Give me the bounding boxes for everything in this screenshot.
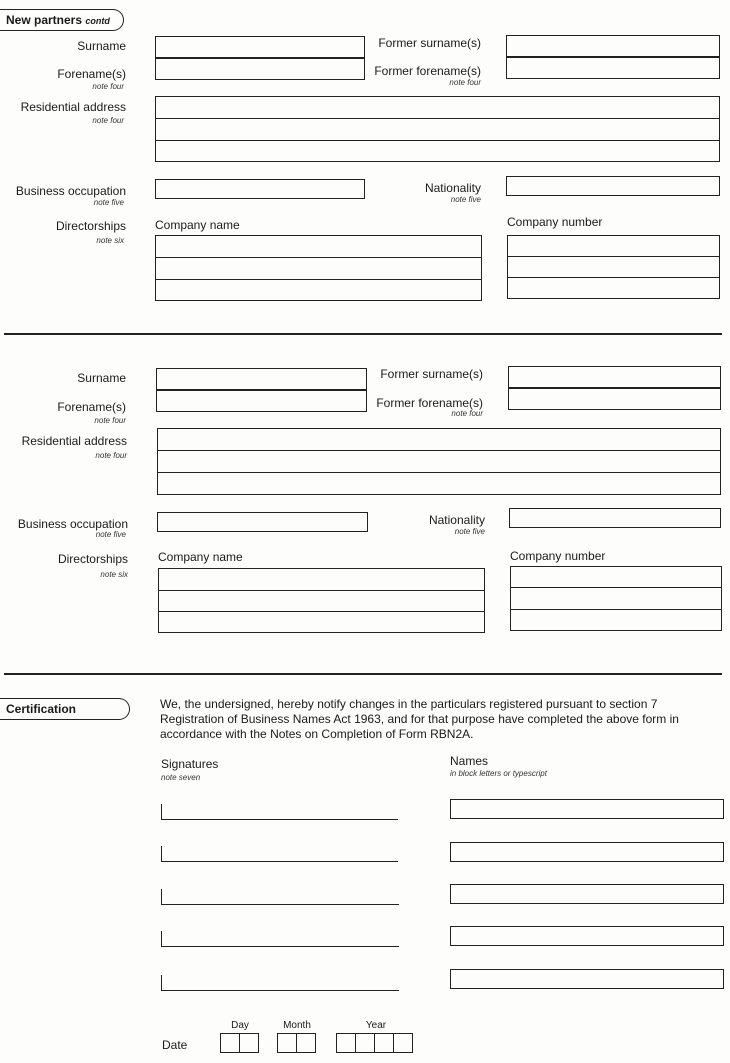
company-name-field[interactable]	[155, 235, 482, 301]
names-note: in block letters or typescript	[450, 769, 547, 778]
former-forenames-field[interactable]	[506, 57, 720, 79]
company-name-label: Company name	[158, 550, 243, 564]
forenames-note: note four	[94, 416, 126, 425]
address-field[interactable]	[157, 428, 721, 495]
name-field[interactable]	[450, 926, 724, 946]
section-divider	[4, 333, 722, 335]
nationality-label: Nationality	[428, 513, 485, 527]
directorships-label: Directorships	[57, 552, 128, 566]
year-digit[interactable]	[355, 1033, 375, 1053]
address-divider	[157, 472, 721, 473]
address-divider	[155, 140, 720, 141]
former-forenames-label: Former forename(s)	[376, 396, 483, 410]
address-note: note four	[95, 451, 127, 460]
signature-line[interactable]	[161, 846, 398, 862]
day-label: Day	[231, 1020, 249, 1031]
year-digit[interactable]	[393, 1033, 413, 1053]
occupation-label: Business occupation	[15, 184, 126, 198]
company-number-field[interactable]	[510, 566, 722, 631]
section-title: New partners	[6, 13, 83, 27]
company-name-field[interactable]	[158, 568, 485, 633]
day-digit[interactable]	[239, 1033, 259, 1053]
name-field[interactable]	[450, 884, 724, 904]
section-divider	[4, 673, 722, 675]
occupation-note: note five	[95, 530, 126, 539]
former-surnames-label: Former surname(s)	[378, 36, 481, 50]
company-name-divider	[155, 279, 482, 280]
company-name-divider	[155, 257, 482, 258]
address-label: Residential address	[20, 100, 126, 114]
signature-line[interactable]	[161, 889, 399, 905]
address-field[interactable]	[155, 96, 720, 162]
forenames-label: Forename(s)	[57, 400, 126, 414]
nationality-label: Nationality	[424, 181, 481, 195]
nationality-field[interactable]	[509, 508, 721, 528]
company-number-divider	[507, 256, 720, 257]
former-surnames-field[interactable]	[508, 366, 721, 388]
section-suffix: contd	[85, 16, 110, 26]
surname-label: Surname	[77, 371, 126, 385]
company-name-divider	[158, 611, 485, 612]
directorships-note: note six	[100, 570, 128, 579]
company-name-label: Company name	[155, 218, 240, 232]
name-field[interactable]	[450, 969, 724, 989]
signature-line[interactable]	[161, 975, 399, 991]
year-label: Year	[365, 1020, 387, 1031]
former-surnames-label: Former surname(s)	[380, 367, 483, 381]
former-forenames-field[interactable]	[508, 388, 721, 410]
signature-line[interactable]	[161, 931, 399, 947]
day-digit[interactable]	[220, 1033, 240, 1053]
forenames-note: note four	[92, 82, 124, 91]
certification-title: Certification	[6, 702, 77, 716]
forenames-field[interactable]	[155, 58, 365, 80]
month-digit[interactable]	[277, 1033, 297, 1053]
statement-line: accordance with the Notes on Completion of Form RBN2A.	[160, 727, 474, 741]
statement-line: Registration of Business Names Act 1963, and for that purpose have completed the above form in	[160, 712, 679, 726]
forenames-field[interactable]	[156, 390, 367, 412]
statement-line: We, the undersigned, hereby notify changes in the particulars registered pursuant to section 7	[160, 697, 658, 711]
occupation-label: Business occupation	[17, 517, 128, 531]
month-label: Month	[283, 1020, 311, 1031]
month-digit[interactable]	[296, 1033, 316, 1053]
former-forenames-label: Former forename(s)	[374, 64, 481, 78]
name-field[interactable]	[450, 842, 724, 862]
directorships-label: Directorships	[55, 219, 126, 233]
address-label: Residential address	[21, 434, 127, 448]
section-tab-new-partners	[0, 9, 124, 31]
company-number-divider	[510, 587, 722, 588]
former-surnames-field[interactable]	[506, 35, 720, 57]
nationality-note: note five	[454, 527, 485, 536]
former-forenames-note: note four	[451, 409, 483, 418]
company-number-label: Company number	[507, 215, 603, 229]
certification-statement	[160, 697, 725, 742]
directorships-note: note six	[96, 236, 124, 245]
former-forenames-note: note four	[449, 78, 481, 87]
names-label: Names	[450, 754, 489, 768]
forenames-label: Forename(s)	[57, 67, 126, 81]
company-number-field[interactable]	[507, 235, 720, 299]
date-label: Date	[162, 1038, 188, 1052]
company-number-divider	[510, 609, 722, 610]
signature-line[interactable]	[161, 804, 398, 820]
signatures-label: Signatures	[161, 757, 219, 771]
nationality-field[interactable]	[506, 176, 720, 196]
address-note: note four	[92, 116, 124, 125]
surname-field[interactable]	[155, 36, 365, 58]
surname-field[interactable]	[156, 368, 367, 390]
company-name-divider	[158, 590, 485, 591]
year-digit[interactable]	[336, 1033, 356, 1053]
nationality-note: note five	[450, 195, 481, 204]
section-tab-certification	[0, 698, 130, 720]
occupation-field[interactable]	[157, 512, 368, 532]
year-digit[interactable]	[374, 1033, 394, 1053]
surname-label: Surname	[77, 39, 126, 53]
signatures-note: note seven	[161, 773, 201, 782]
company-number-label: Company number	[510, 549, 606, 563]
address-divider	[157, 450, 721, 451]
address-divider	[155, 118, 720, 119]
occupation-field[interactable]	[155, 179, 365, 199]
occupation-note: note five	[93, 198, 124, 207]
name-field[interactable]	[450, 799, 724, 819]
company-number-divider	[507, 277, 720, 278]
